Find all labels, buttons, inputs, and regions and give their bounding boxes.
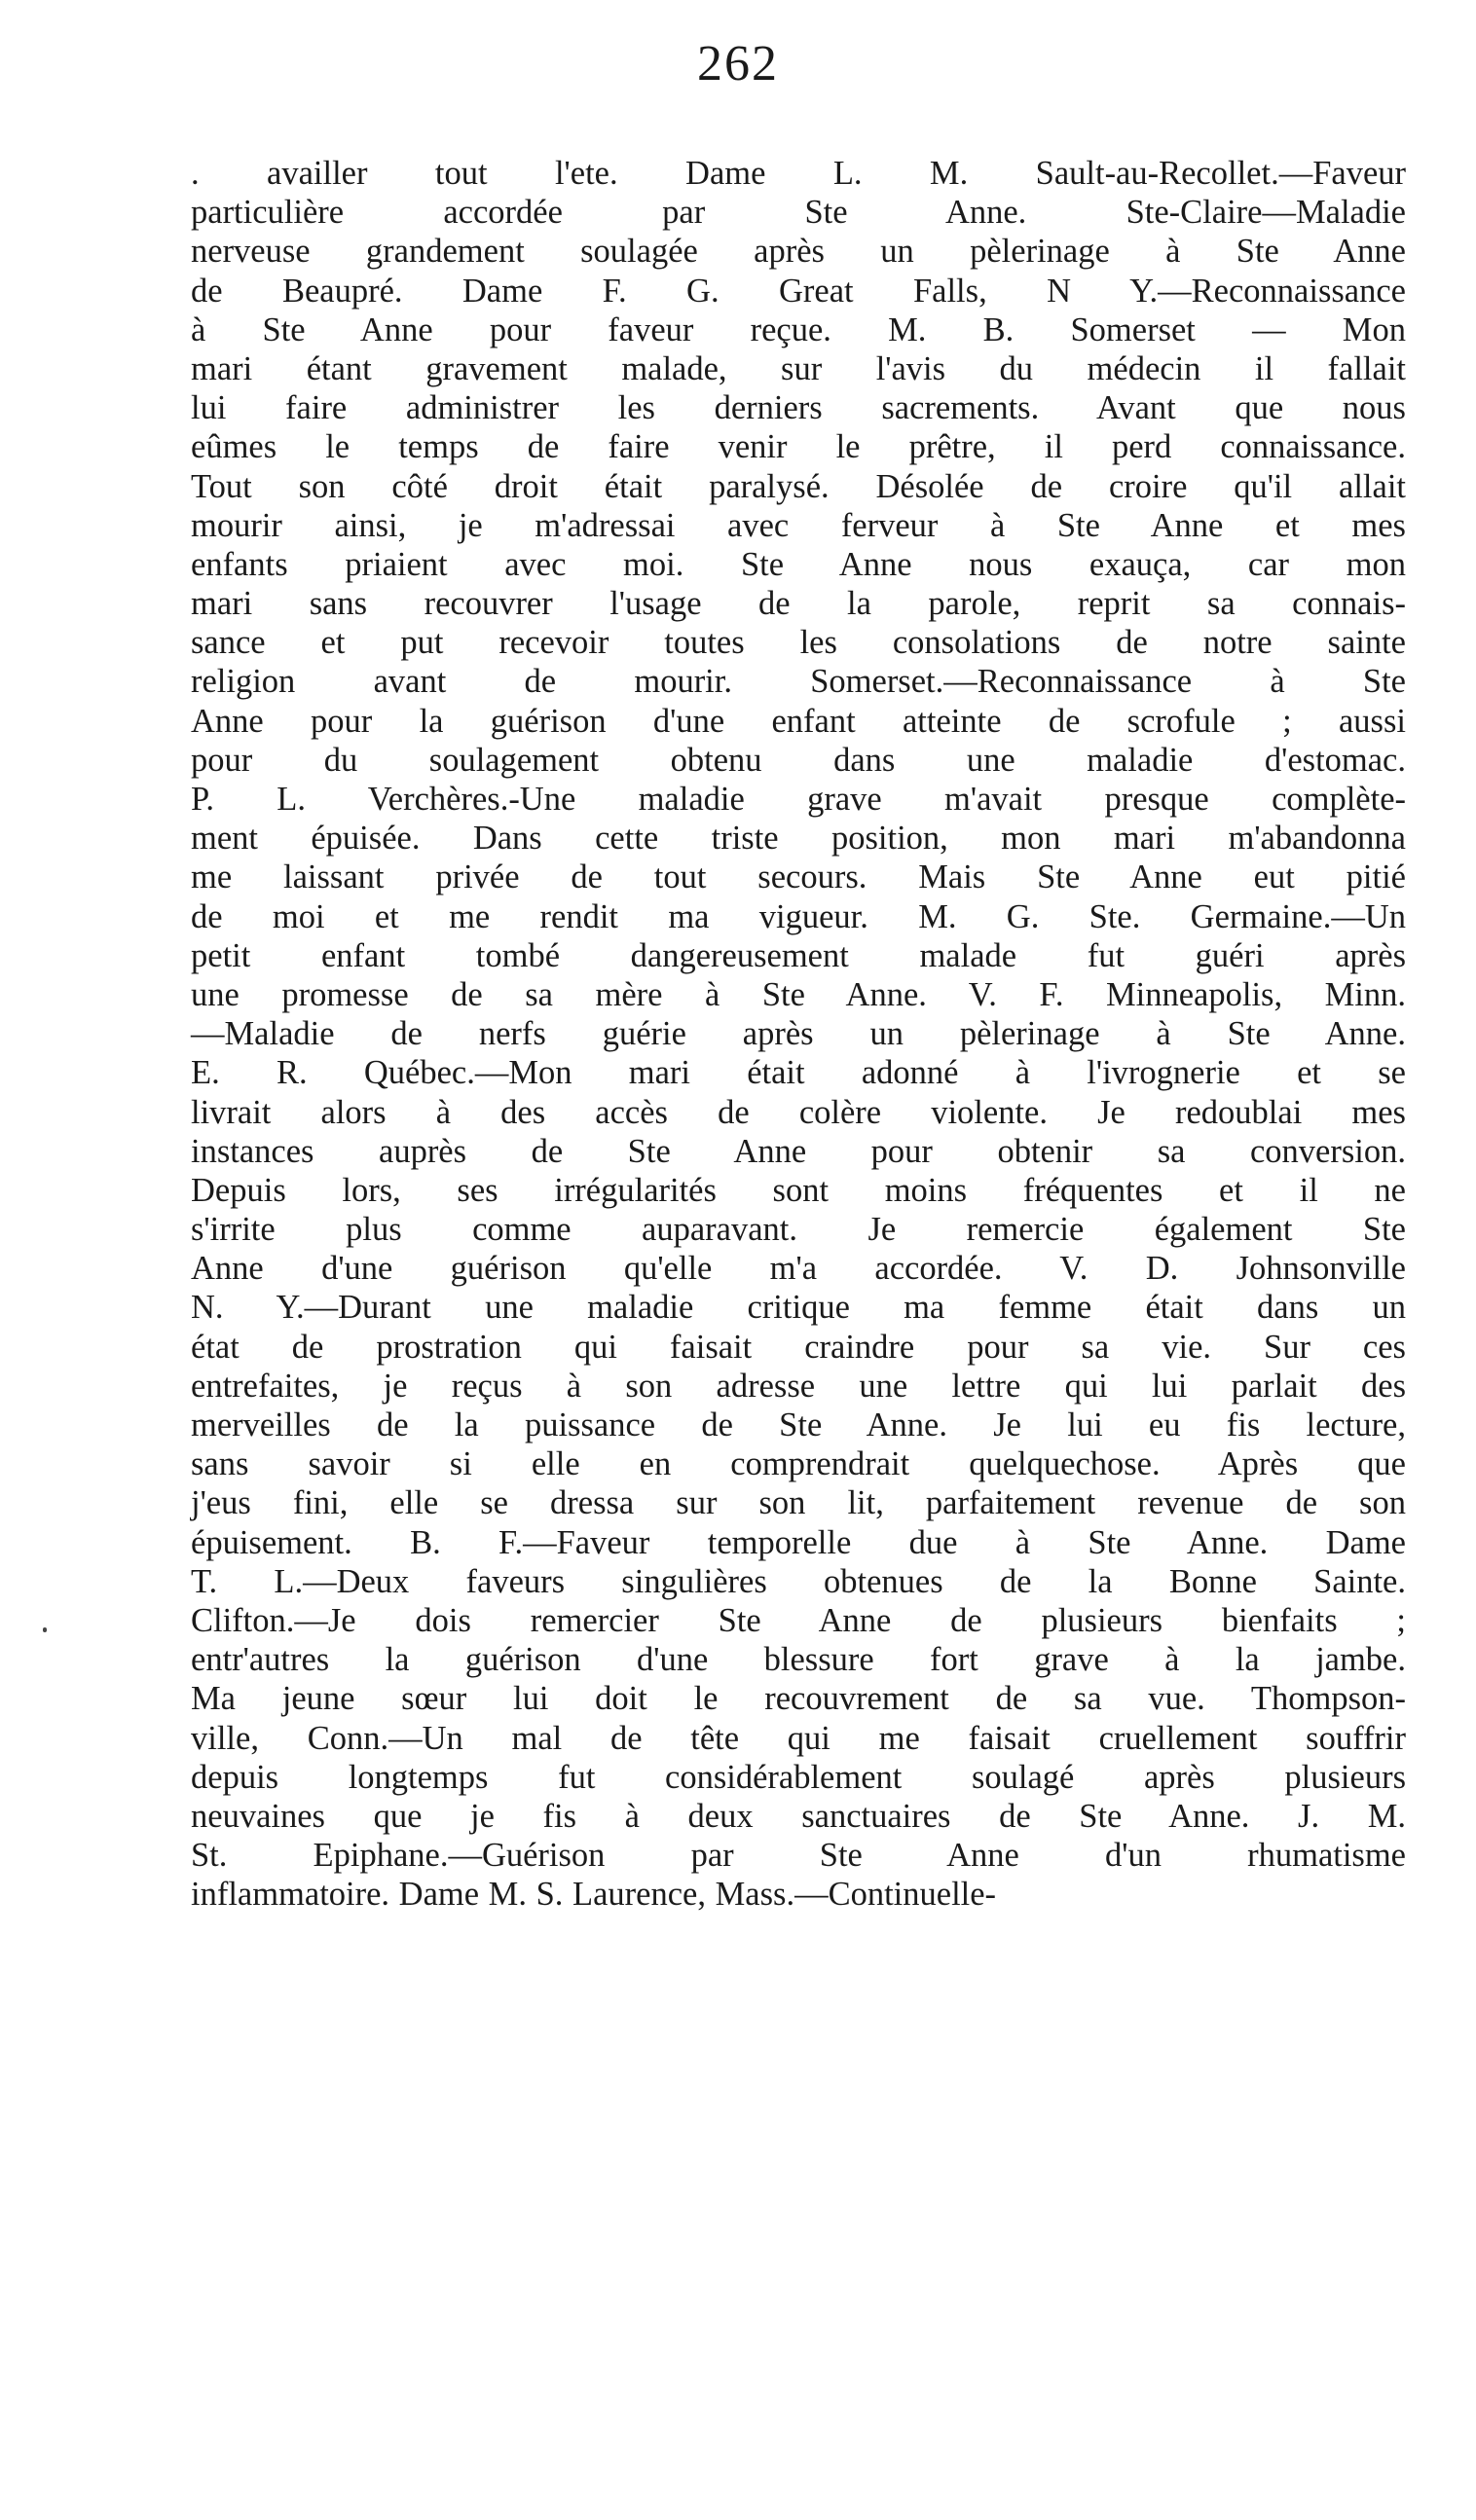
text-line: Clifton.—Je dois remercier Ste Anne de plusieurs bienfaits ; [191,1601,1406,1639]
text-line: livrait alors à des accès de colère violente. Je redoublai mes [191,1093,1406,1131]
text-line: j'eus fini, elle se dressa sur son lit, parfaitement revenue de son [191,1484,1406,1522]
text-line: nerveuse grandement soulagée après un pèlerinage à Ste Anne [191,233,1406,271]
text-line: à Ste Anne pour faveur reçue. M. B. Somerset — Mon [191,310,1406,348]
text-line: particulière accordée par Ste Anne. Ste-Claire—Maladie [191,194,1406,232]
body-text [191,154,1406,1914]
text-line: inflammatoire. Dame M. S. Laurence, Mass.—Continuelle- [191,1876,997,1914]
text-line: eûmes le temps de faire venir le prêtre, il perd connaissance. [191,428,1406,466]
text-line: enfants priaient avec moi. Ste Anne nous exauça, car mon [191,545,1406,583]
text-line: de moi et me rendit ma vigueur. M. G. Ste. Germaine.—Un [191,897,1406,935]
ink-speck [43,1627,47,1632]
text-line: merveilles de la puissance de Ste Anne. Je lui eu fis lecture, [191,1406,1406,1443]
text-line: petit enfant tombé dangereusement malade fut guéri après [191,936,1406,974]
text-line: de Beaupré. Dame F. G. Great Falls, N Y.—Reconnaissance [191,272,1406,310]
text-line: état de prostration qui faisait craindre pour sa vie. Sur ces [191,1328,1406,1366]
text-line: sans savoir si elle en comprendrait quelquechose. Après que [191,1445,1406,1483]
text-line: ment épuisée. Dans cette triste position, mon mari m'abandonna [191,820,1406,858]
text-line: me laissant privée de tout secours. Mais Ste Anne eut pitié [191,858,1406,896]
text-line: mari étant gravement malade, sur l'avis du médecin il fallait [191,349,1406,387]
text-line: Ma jeune sœur lui doit le recouvrement de sa vue. Thompson- [191,1680,1406,1718]
text-line: religion avant de mourir. Somerset.—Reconnaissance à Ste [191,663,1406,701]
text-line: Anne d'une guérison qu'elle m'a accordée. V. D. Johnsonville [191,1250,1406,1288]
text-line: —Maladie de nerfs guérie après un pèlerinage à Ste Anne. [191,1015,1406,1053]
text-line: E. R. Québec.—Mon mari était adonné à l'ivrognerie et se [191,1054,1406,1092]
text-line: mari sans recouvrer l'usage de la parole, reprit sa connais- [191,585,1406,623]
text-line: s'irrite plus comme auparavant. Je remercie également Ste [191,1211,1406,1249]
text-line: depuis longtemps fut considérablement soulagé après plusieurs [191,1758,1406,1796]
text-line: P. L. Verchères.-Une maladie grave m'avait presque complète- [191,781,1406,818]
text-line: . availler tout l'ete. Dame L. M. Sault-au-Recollet.—Faveur [191,155,1406,192]
text-line: instances auprès de Ste Anne pour obtenir sa conversion. [191,1132,1406,1170]
text-line: N. Y.—Durant une maladie critique ma femme était dans un [191,1289,1406,1327]
text-line: entr'autres la guérison d'une blessure fort grave à la jambe. [191,1641,1406,1679]
text-line: mourir ainsi, je m'adressai avec ferveur à Ste Anne et mes [191,506,1406,544]
text-line: Tout son côté droit était paralysé. Désolée de croire qu'il allait [191,467,1406,505]
text-line: Anne pour la guérison d'une enfant atteinte de scrofule ; aussi [191,702,1406,740]
text-line: Depuis lors, ses irrégularités sont moins fréquentes et il ne [191,1171,1406,1209]
text-line: ville, Conn.—Un mal de tête qui me faisait cruellement souffrir [191,1719,1406,1757]
text-line: épuisement. B. F.—Faveur temporelle due à Ste Anne. Dame [191,1523,1406,1561]
text-line: St. Epiphane.—Guérison par Ste Anne d'un rhumatisme [191,1837,1406,1875]
text-line: T. L.—Deux faveurs singulières obtenues de la Bonne Sainte. [191,1562,1406,1600]
text-line: entrefaites, je reçus à son adresse une lettre qui lui parlait des [191,1367,1406,1405]
text-line: sance et put recevoir toutes les consolations de notre sainte [191,624,1406,662]
text-line: lui faire administrer les derniers sacrements. Avant que nous [191,389,1406,427]
page-number: 262 [697,36,779,91]
text-line: une promesse de sa mère à Ste Anne. V. F. Minneapolis, Minn. [191,975,1406,1013]
text-line: neuvaines que je fis à deux sanctuaires de Ste Anne. J. M. [191,1797,1406,1835]
text-line: pour du soulagement obtenu dans une maladie d'estomac. [191,741,1406,779]
